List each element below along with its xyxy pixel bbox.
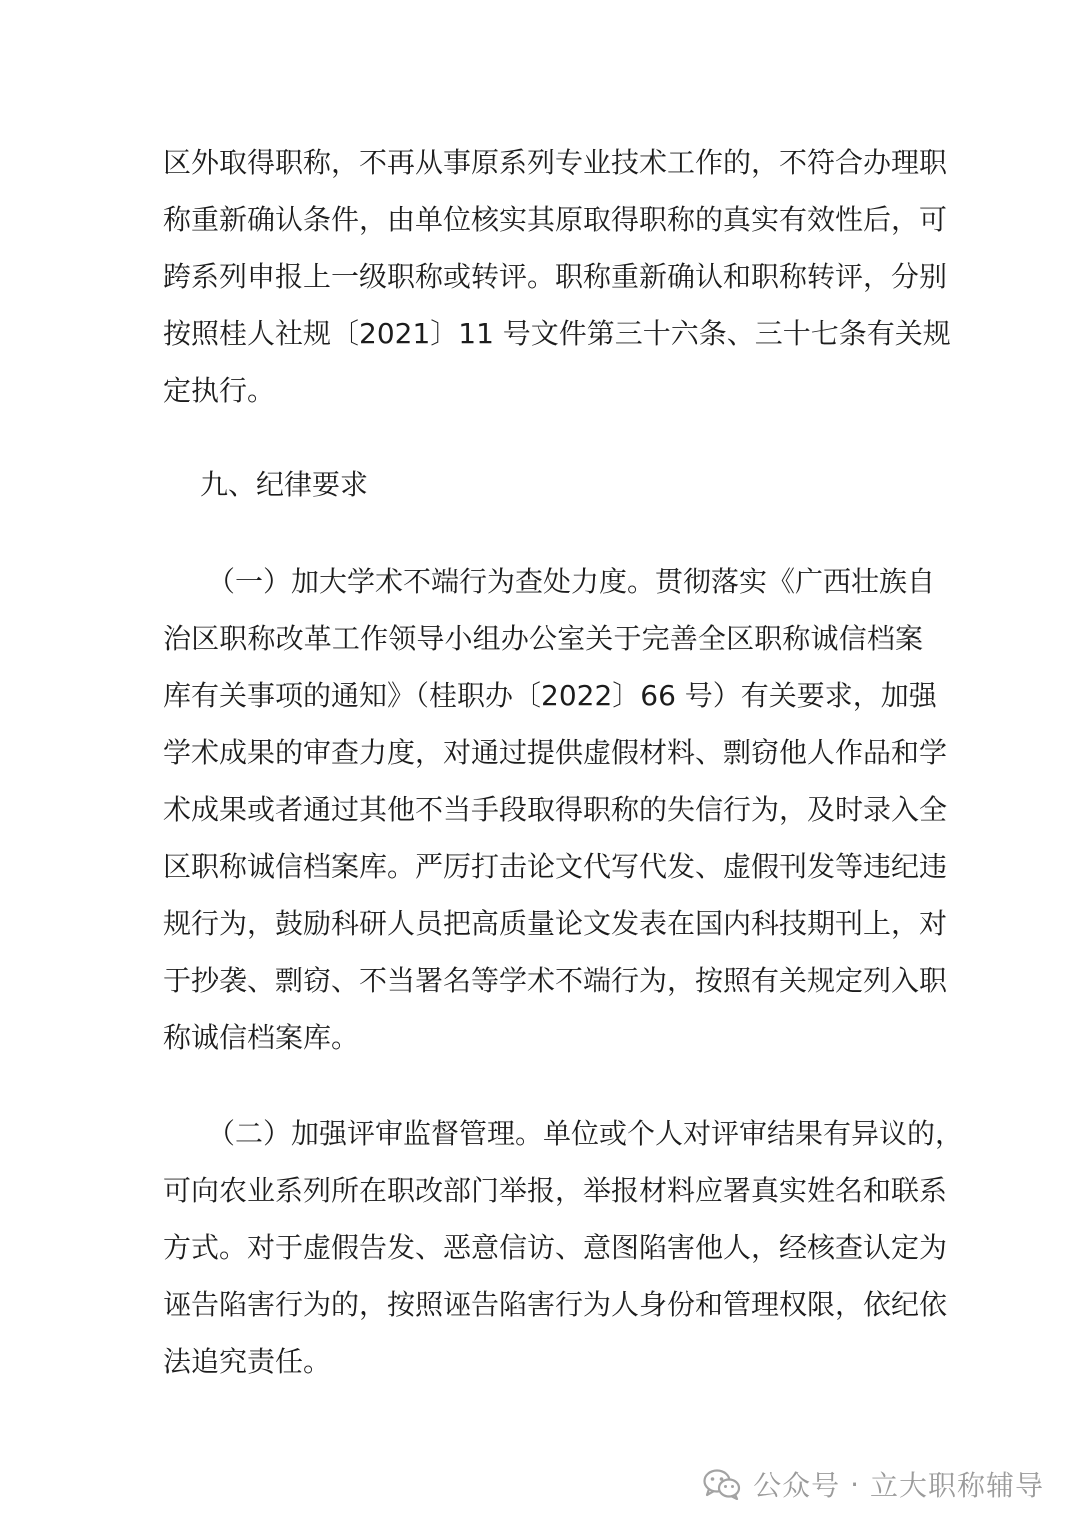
text-line: 称重新确认条件，由单位核实其原取得职称的真实有效性后，可 [163,203,948,236]
text-line: 区外取得职称，不再从事原系列专业技术工作的，不符合办理职 [163,146,948,179]
watermark-separator: · [850,1467,860,1501]
text-line: 规行为，鼓励科研人员把高质量论文发表在国内科技期刊上，对 [163,907,948,940]
heading-text: 九、纪律要求 [200,468,369,501]
watermark-label: 公众号 [753,1469,841,1502]
text-line: 区职称诚信档案库。严厉打击论文代写代发、虚假刊发等违纪违 [163,850,948,883]
paragraph-academic-misconduct [163,553,948,1066]
text-line: 跨系列申报上一级职称或转评。职称重新确认和职称转评，分别 [163,260,948,293]
wechat-watermark [703,1462,1044,1506]
paragraph-review-supervision [163,1105,964,1390]
text-line: 定执行。 [163,374,276,407]
watermark-account-name: 立大职称辅导 [869,1469,1044,1502]
text-line: 称诚信档案库。 [163,1021,360,1054]
wechat-icon [703,1468,741,1500]
text-line: 于抄袭、剽窃、不当署名等学术不端行为，按照有关规定列入职 [163,964,948,997]
paragraph-reconfirmation [163,134,951,419]
text-line: （一）加大学术不端行为查处力度。贯彻落实《广西壮族自 [207,565,936,598]
text-line: 诬告陷害行为的，按照诬告陷害行为人身份和管理权限，依纪依 [163,1288,948,1321]
text-line: 学术成果的审查力度，对通过提供虚假材料、剽窃他人作品和学 [163,736,948,769]
text-line: 治区职称改革工作领导小组办公室关于完善全区职称诚信档案 [163,622,923,655]
text-line: 术成果或者通过其他不当手段取得职称的失信行为，及时录入全 [163,793,948,826]
section-heading-discipline [163,456,923,513]
text-line: 方式。对于虚假告发、恶意信访、意图陷害他人，经核查认定为 [163,1231,948,1264]
text-line: 按照桂人社规〔2021〕11 号文件第三十六条、三十七条有关规 [163,317,951,350]
text-line: 库有关事项的通知》（桂职办〔2022〕66 号）有关要求，加强 [163,679,937,712]
text-line: （二）加强评审监督管理。单位或个人对评审结果有异议的， [207,1117,964,1150]
text-line: 可向农业系列所在职改部门举报，举报材料应署真实姓名和联系 [163,1174,948,1207]
text-line: 法追究责任。 [163,1345,332,1378]
